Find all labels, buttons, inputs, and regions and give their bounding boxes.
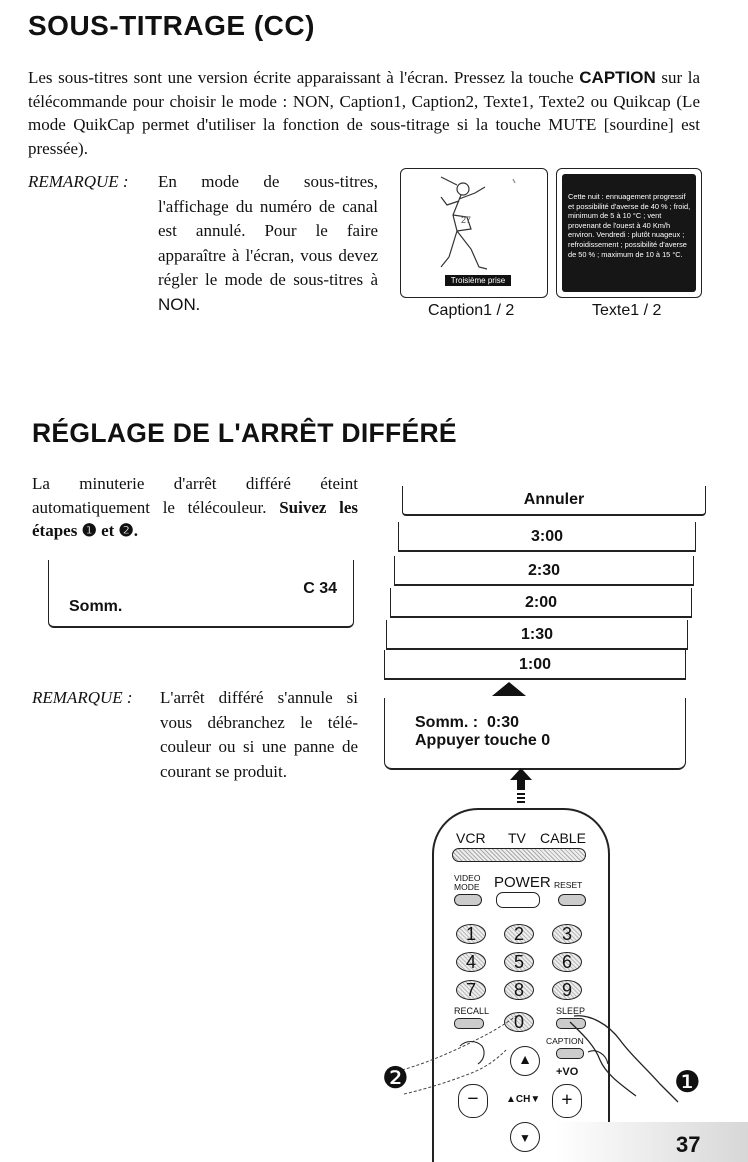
ch-down-button[interactable]: ▼ — [510, 1122, 540, 1152]
section-title-captions: SOUS-TITRAGE (CC) — [28, 10, 315, 41]
video-mode-button[interactable] — [454, 894, 482, 906]
digit-label: 5 — [513, 952, 524, 972]
sleep-result-line1: Somm. : 0:30 — [415, 714, 520, 731]
text-mode-panel — [562, 174, 696, 292]
menu-label: 1:30 — [520, 626, 554, 643]
sleep-menu-option-230[interactable] — [394, 556, 694, 586]
remote-vol-label: +VO — [556, 1066, 579, 1078]
captions-intro-part1: Les sous-titres sont une version écrite apparaissant à l'écran. Pressez la touche — [28, 68, 574, 87]
caption-key-label: CAPTION — [579, 68, 656, 87]
sleep-menu-option-130[interactable] — [386, 620, 688, 650]
menu-label: 2:00 — [524, 594, 558, 611]
hand-pressing-zero-illustration — [400, 1010, 530, 1110]
menu-label: Annuler — [523, 491, 585, 508]
digit-6-button[interactable] — [552, 952, 582, 972]
tv-sleep-label: Somm. — [69, 598, 123, 615]
digit-label: 2 — [513, 924, 524, 944]
ir-signal-arrow-icon — [510, 768, 532, 808]
remote-sleep-label: SLEEP — [556, 1006, 586, 1016]
arrow-up-icon — [492, 682, 526, 696]
sleep-steps-text: Suivez les étapes ❶ et ❷. — [32, 497, 359, 540]
captions-intro-part2: sur la télécommande pour choisir le mode : NON, Caption1, Caption2, Texte1, Texte2 ou Quikcap (Le mode QuikCap permet d'utiliser la fonction de sous-titrage si la touche MUTE [sourdine] est pressée). — [28, 68, 701, 158]
sleep-intro-paragraph — [32, 472, 358, 543]
sleep-note-label: REMARQUE : — [32, 688, 133, 707]
sleep-menu-option-cancel[interactable] — [402, 486, 706, 516]
ch-up-button[interactable]: ▲ — [510, 1046, 540, 1076]
sleep-menu-option-200[interactable] — [390, 588, 692, 618]
remote-reset-label: RESET — [554, 880, 583, 890]
digit-1-button[interactable] — [456, 924, 486, 944]
remote-cable-label: CABLE — [540, 830, 586, 846]
digit-2-button[interactable] — [504, 924, 534, 944]
captions-note-text: En mode de sous-titres, l'affichage du numéro de canal est annulé. Pour le faire apparaître à l'écran, vous devez régler le mode de sous-titres à NON. — [158, 172, 378, 314]
step-2-marker: ❷ — [382, 1061, 409, 1096]
digit-label: 1 — [465, 924, 476, 944]
caption-overlay-bar: Troisième prise — [445, 275, 511, 286]
digit-label: 7 — [465, 980, 476, 1000]
remote-tv-label: TV — [508, 830, 526, 846]
caption-screen-example — [400, 168, 548, 298]
digit-label: 9 — [561, 980, 572, 1000]
page-corner-shading — [556, 1122, 748, 1162]
section-title-sleep-timer: RÉGLAGE DE L'ARRÊT DIFFÉRÉ — [32, 418, 457, 448]
captions-intro-paragraph — [28, 66, 700, 160]
digit-3-button[interactable] — [552, 924, 582, 944]
vol-up-button[interactable]: + — [552, 1084, 582, 1118]
tv-channel-readout: C 34 — [303, 580, 337, 597]
hand-pressing-sleep-illustration — [560, 1004, 690, 1114]
captions-note-value: NON — [158, 294, 196, 314]
step-1-marker: ❶ — [674, 1065, 701, 1100]
remote-vcr-label: VCR — [456, 830, 486, 846]
remote-power-label: POWER — [494, 874, 551, 891]
sleep-menu-option-100[interactable] — [384, 650, 686, 680]
remote-video-mode-label: VIDEO MODE — [454, 873, 481, 892]
mode-buttons-bar[interactable] — [452, 848, 586, 862]
tv-display-example — [48, 560, 354, 628]
power-button[interactable] — [496, 892, 540, 908]
sleep-note-text: L'arrêt différé s'annule si vous débranchez le télé-couleur ou si une panne de courant se produit. — [160, 688, 358, 781]
menu-label: 1:00 — [518, 656, 552, 673]
sleep-result-box — [384, 698, 686, 770]
digit-4-button[interactable] — [456, 952, 486, 972]
digit-label: 4 — [465, 952, 476, 972]
sleep-menu-option-300[interactable] — [398, 522, 696, 552]
captions-note-label: REMARQUE : — [28, 172, 129, 191]
captions-note-body: En mode de sous-titres, l'affichage du numéro de canal est annulé. Pour le faire apparaître à l'écran, vous devez régler le mode de sous-titres à — [158, 172, 378, 289]
player-number: 27 — [461, 215, 472, 225]
digit-label: 3 — [561, 924, 572, 944]
menu-label: 3:00 — [530, 528, 564, 545]
caption-screen-label: Caption1 / 2 — [428, 302, 515, 319]
menu-label: 2:30 — [527, 562, 561, 579]
digit-label: 6 — [561, 952, 572, 972]
text-screen-label: Texte1 / 2 — [592, 302, 662, 319]
sleep-intro-text: La minuterie d'arrêt différé éteint automatiquement le télécouleur. — [32, 474, 358, 517]
digit-label: 0 — [513, 1012, 524, 1032]
text-mode-content: Cette nuit : ennuagement progressif et possibilité d'averse de 40 % ; froid, minimum de 5 à 10 °C ; vent provenant de l'ouest à 40 Km/h environ. Vendredi : plutôt nuageux ; refroidissement ; possibilité d'averse de 50 % ; maximum de 10 à 15 °C. — [568, 192, 691, 259]
digit-9-button[interactable] — [552, 980, 582, 1000]
digit-8-button[interactable] — [504, 980, 534, 1000]
remote-caption-label: CAPTION — [546, 1036, 584, 1046]
reset-button[interactable] — [558, 894, 586, 906]
text-screen-example — [556, 168, 702, 298]
digit-7-button[interactable] — [456, 980, 486, 1000]
sleep-result-line2: Appuyer touche 0 — [415, 732, 551, 749]
remote-ch-label: ▲CH▼ — [506, 1094, 541, 1105]
remote-recall-label: RECALL — [454, 1006, 490, 1016]
digit-label: 8 — [513, 980, 524, 1000]
vol-down-button[interactable]: − — [458, 1084, 488, 1118]
digit-5-button[interactable] — [504, 952, 534, 972]
page-number: 37 — [676, 1132, 701, 1157]
